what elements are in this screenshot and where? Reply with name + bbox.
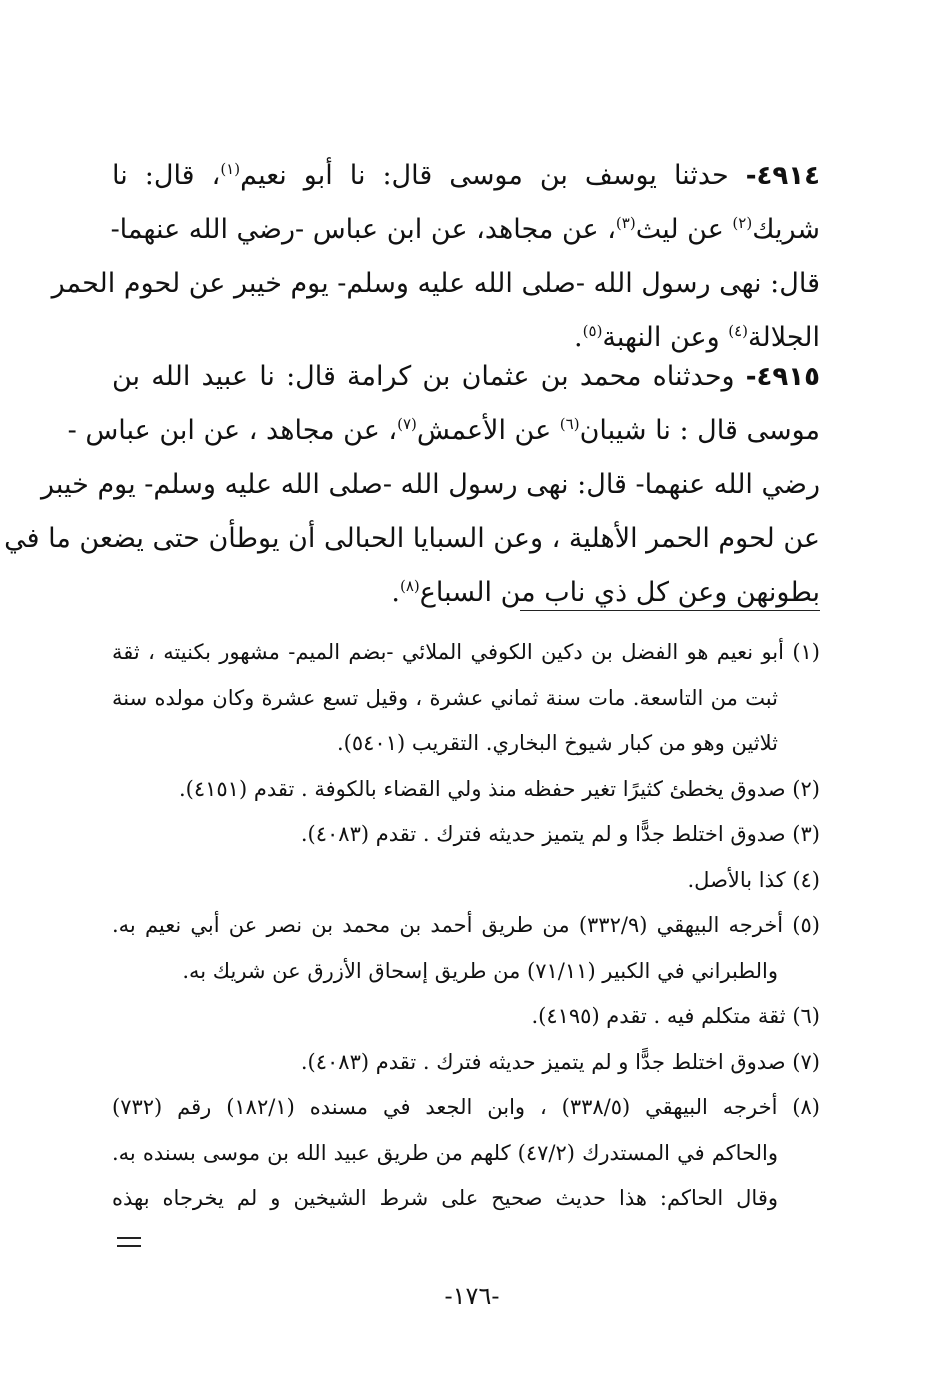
footnote-1: (١) أبو نعيم هو الفضل بن دكين الكوفي الملائي -بضم الميم- مشهور بكنيته ، ثقة [112,640,820,664]
hadith-line [40,458,820,512]
hadith-text: حدثنا يوسف بن موسى قال: نا أبو نعيم [240,160,729,191]
hadith-line [4,512,820,566]
footnote-7: (٧) صدوق اختلط جدًّا و لم يتميز حديثه فترك . تقدم (٤٠٨٣). [300,1049,820,1074]
footnote-ref: (٧) [397,415,417,433]
hadith-text: ، قال: نا [112,160,221,191]
hadith-text: ، عن مجاهد، عن ابن عباس -رضي الله عنهما- [110,214,616,245]
footnote-8-cont: وقال الحاكم: هذا حديث صحيح على شرط الشيخين و لم يخرجاه بهذه [112,1186,778,1210]
hadith-text: عن لحوم الحمر الأهلية ، وعن السبايا الحبالى أن يوطأن حتى يضعن ما في [4,523,820,554]
hadith-line [112,149,820,203]
footnote-separator [520,610,820,611]
footnote-ref: (٣) [615,214,636,232]
hadith-4915 [4,350,820,620]
hadith-4914 [51,149,821,365]
continuation-mark [117,1237,141,1251]
hadith-text: قال: نهى رسول الله -صلى الله عليه وسلم- يوم خيبر عن لحوم الحمر [51,268,820,299]
footnote-ref: (٨) [399,577,420,595]
hadith-text: الجلالة [748,322,820,353]
hadith-text: رضي الله عنهما- قال: نهى رسول الله -صلى الله عليه وسلم- يوم خيبر [40,469,820,500]
hadith-text: وحدثناه محمد بن عثمان بن كرامة قال: نا عبيد الله بن [112,361,735,392]
footnote-ref: (٦) [559,415,580,433]
hadith-line [112,203,820,257]
hadith-text: شريك [752,214,820,245]
footnote-6: (٦) ثقة متكلم فيه . تقدم (٤١٩٥). [531,1004,820,1028]
footnote-8-cont: والحاكم في المستدرك (٤٧/٢) كلهم من طريق عبيد الله بن موسى بسنده به. [112,1140,779,1165]
footnote-2: (٢) صدوق يخطئ كثيرًا تغير حفظه منذ ولي القضاء بالكوفة . تقدم (٤١٥١). [178,776,820,801]
footnote-3: (٣) صدوق اختلط جدًّا و لم يتميز حديثه فترك . تقدم (٤٠٨٣). [300,822,820,846]
footnote-ref: (١) [220,160,241,178]
footnote-8: (٨) أخرجه البيهقي (٣٣٨/٥) ، وابن الجعد في مسنده (١٨٢/١) رقم (٧٣٢) [112,1095,820,1119]
hadith-line [112,566,820,620]
footnote-5-cont: والطبراني في الكبير (٧١/١١) من طريق إسحاق الأزرق عن شريك به. [182,958,778,983]
footnote-4: (٤) كذا بالأصل. [687,867,820,892]
footnotes [112,630,820,1222]
hadith-text: وعن النهبة [602,322,729,353]
page-number: -١٧٦- [444,1282,500,1310]
hadith-line [67,404,820,458]
footnote-1-cont: ثلاثين وهو من كبار شيوخ البخاري. التقريب (٥٤٠١). [337,731,778,755]
footnote-ref: (٤) [728,322,749,340]
footnote-ref: (٢) [732,214,753,232]
hadith-text: موسى قال : نا شيبان [579,415,820,446]
hadith-text: ، عن مجاهد ، عن ابن عباس - [67,415,398,446]
hadith-line [51,257,820,311]
hadith-line [112,350,820,404]
hadith-text: . [574,322,583,353]
footnote-1-cont: ثبت من التاسعة. مات سنة ثماني عشرة ، وقيل تسع عشرة وكان مولده سنة [112,685,778,710]
footnote-5: (٥) أخرجه البيهقي (٣٣٢/٩) من طريق أحمد بن محمد بن نصر عن أبي نعيم به. [112,913,820,937]
hadith-text: . [391,577,400,608]
hadith-text: بطونهن وعن كل ذي ناب من السباع [419,577,820,608]
hadith-text: عن الأعمش [416,415,560,446]
hadith-text: عن ليث [635,214,733,245]
hadith-number: ٤٩١٤- [745,161,821,191]
hadith-number: ٤٩١٥- [745,362,820,392]
footnote-ref: (٥) [582,322,603,340]
